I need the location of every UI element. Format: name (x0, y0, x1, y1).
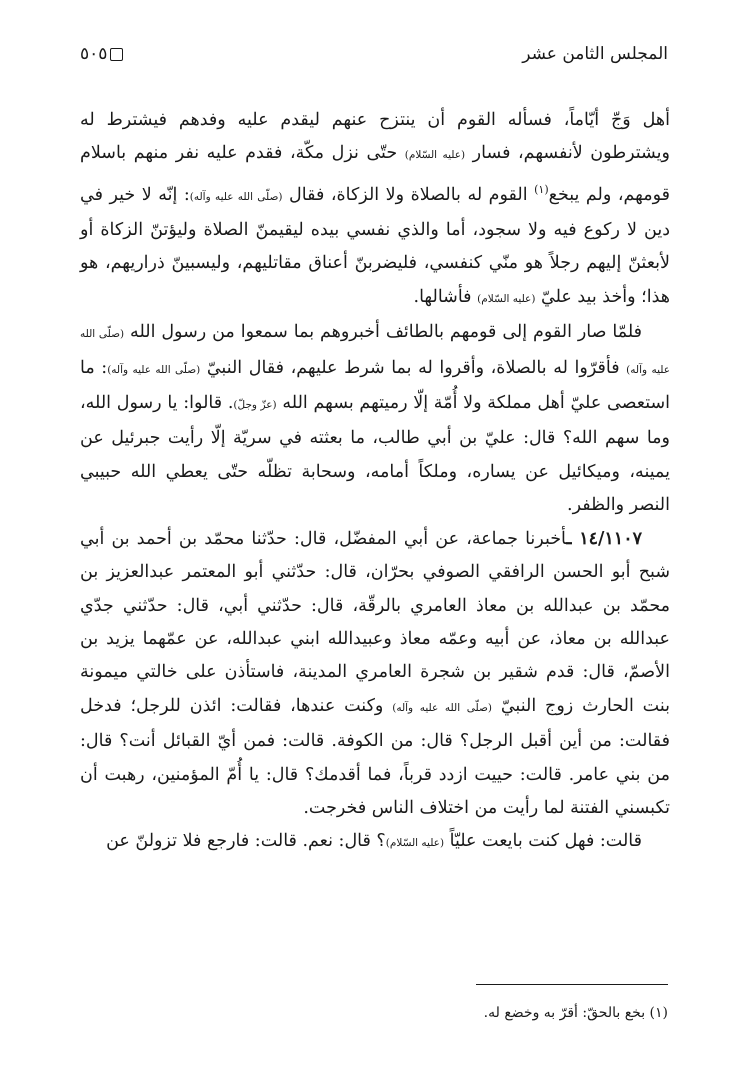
paragraph (80, 825, 670, 860)
text-run: قالت: فهل كنت بايعت عليّاً (444, 831, 642, 852)
honor-text: (صلّى الله عليه وآله) (80, 328, 670, 376)
honor-text: (عليه السّلام) (385, 837, 445, 850)
text-run: : إنّه لا خير في دين لا ركوع فيه ولا سجود، أما والذي نفسي بيده ليقيمنّ الصلاة وليؤتنّ الزكاة أو لأبعثنّ إليهم رجلاً هو منّي كنفسي، فليضربنّ أعناق مقاتليهم، وليسبينّ ذراريهم، هو هذا؛ وأخذ بيد عليّ (80, 184, 670, 307)
paragraph (80, 523, 670, 826)
paragraph (80, 316, 670, 522)
hadith-num-text: ١٤/١١٠٧ ـ (566, 528, 642, 549)
page-number: ٥٠٥ (80, 44, 108, 64)
text-run: فلمّا صار القوم إلى قومهم بالطائف أخبروهم بما سمعوا من رسول الله (124, 322, 642, 343)
text-run: . قالوا: يا رسول الله، وما سهم الله؟ قال: عليّ بن أبي طالب، ما بعثته في سريّة إلّا رأيت جبرئيل عن يمينه، وميكائيل عن يساره، وملكاً أمامه، وسحابة تظلّه حتّى يعطي الله حبيبي النصر والظفر. (80, 393, 670, 516)
honor-text: (عزّ وجلّ) (233, 399, 277, 412)
honor-text: (صلّى الله عليه وآله) (107, 363, 201, 376)
text-run: وكنت عندها، فقالت: ائذن للرجل؛ فدخل فقالت: من أين أقبل الرجل؟ قال: من الكوفة. قالت: فمن أيّ القبائل أنت؟ قال: من بني عامر. قالت: حييت ازدد قرباً، فما أقدمك؟ قال: يا أُمّ المؤمنين، رهبت أن تكبسني الفتنة لما رأيت من اختلاف الناس فخرجت. (80, 695, 670, 818)
text-run: حتّى نزل مكّة، فقدم عليه نفر منهم باسلام قومهم، ولم يبخع (80, 143, 670, 205)
honor-text: (صلّى الله عليه وآله) (189, 190, 283, 203)
sup-text: (١) (534, 182, 549, 196)
text-run: أخبرنا جماعة، عن أبي المفضّل، قال: حدّثنا محمّد بن أحمد بن أبي شبح أبو الحسن الرافقي الصوفي بحرّان، قال: حدّثني أبو المعتمر عبدالعزيز بن محمّد بن عبدالله بن معاذ العامري بالرقّة، قال: حدّثني أبي، قال: حدّثني جدّي عبدالله بن معاذ، عن أبيه وعمّه معاذ وعبيدالله ابني عبدالله، عن عمّهما يزيد بن الأصمّ، قال: قدم شقير بن شجرة العامري المدينة، فاستأذن على خالتي ميمونة بنت الحارث زوج النبيّ (80, 528, 671, 716)
square-ornament-icon (110, 48, 123, 61)
honor-text: (صلّى الله عليه وآله) (392, 701, 492, 714)
footnote: (١) بخع بالحقّ: أقرّ به وخضع له. (483, 1005, 668, 1021)
footnote-divider (476, 984, 668, 985)
page-header (80, 44, 668, 74)
text-run: فأقرّوا له بالصلاة، وأقروا له بما شرط عليهم، فقال النبيّ (200, 357, 627, 378)
text-run: أهل وَجّ أيّاماً، فسأله القوم أن ينتزح عنهم ليقدم عليه وفدهم فيشترط له ويشترطون لأنفسهم، فسار (80, 110, 670, 164)
chapter-title: المجلس الثامن عشر (522, 44, 668, 64)
text-run: : ما استعصى عليّ أهل مملكة ولا أُمّة إلّا رميتهم بسهم الله (80, 357, 670, 414)
body-text (80, 104, 670, 861)
honor-text: (عليه السّلام) (404, 149, 466, 162)
page-number-block (80, 44, 123, 64)
text-run: القوم له بالصلاة ولا الزكاة، فقال (282, 184, 535, 205)
paragraph (80, 104, 670, 316)
text-run: فأشالها. (413, 286, 478, 307)
honor-text: (عليه السّلام) (477, 292, 536, 305)
text-run: ؟ قال: نعم. قالت: فارجع فلا تزولنّ عن (106, 831, 386, 852)
